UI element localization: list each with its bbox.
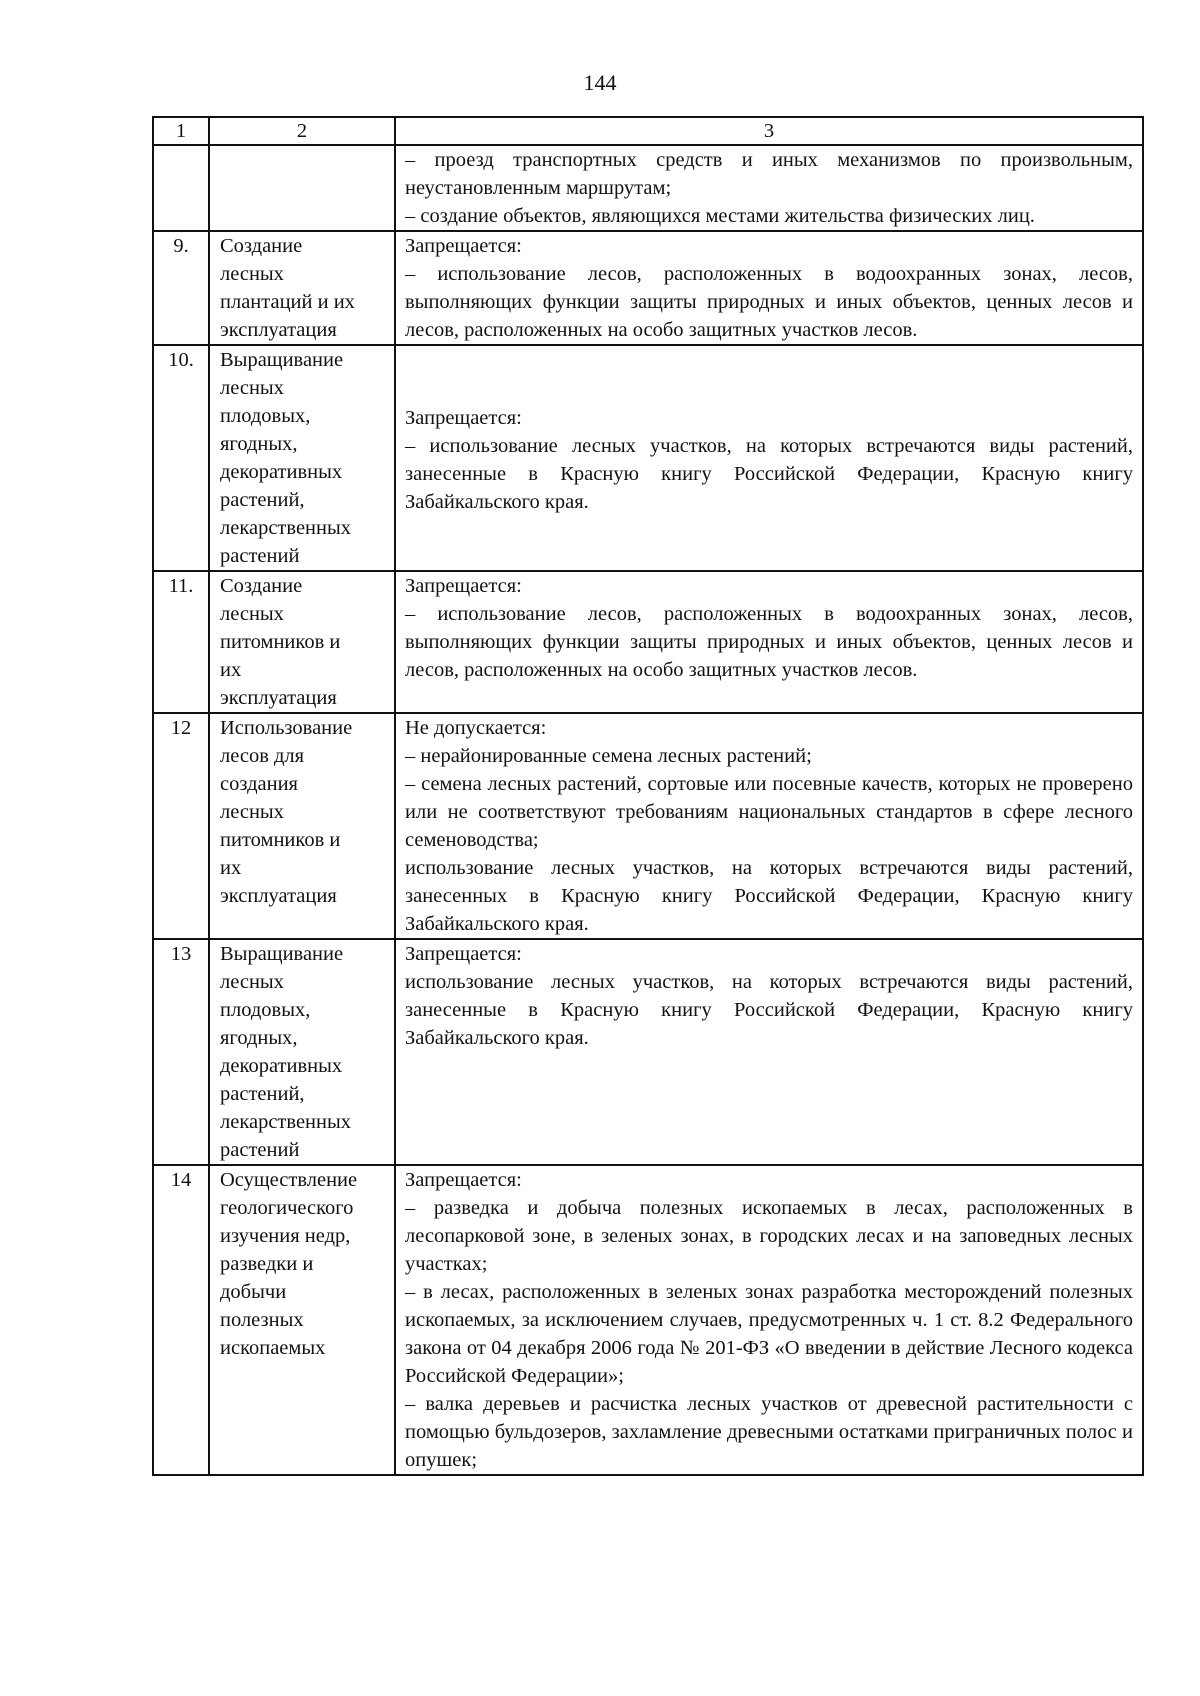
activity-name-line: изучения недр, [220,1225,351,1247]
activity-name-line: питомников и [220,631,341,653]
activity-name-line: растений, [220,489,305,511]
restriction-text-cell [395,231,1143,345]
restriction-text-cell [395,345,1143,571]
activity-name-cell [209,713,395,939]
activity-name-line: растений [220,545,300,567]
activity-name-line: декоративных [220,461,343,483]
row-number-cell: 13 [153,939,209,1165]
regulations-table [152,116,1144,1476]
page-number: 144 [583,70,617,95]
restriction-paragraph: – использование лесов, расположенных в водоохранных зонах, лесов, выполняющих функции защиты природных и иных объектов, ценных лесов и лесов, расположенных на особо защитных участков лесов. [405,263,1133,341]
table-row [153,939,1143,1165]
table-row [153,231,1143,345]
activity-name-line: геологического [220,1197,354,1219]
table-header-row [153,117,1143,145]
restriction-paragraph: – использование лесных участков, на которых встречаются виды растений, занесенные в Красную книгу Российской Федерации, Красную книгу Забайкальского края. [405,435,1133,513]
activity-name-line: их [220,857,242,879]
activity-name-line: лесных [220,377,284,399]
activity-name-line: лекарственных [220,517,352,539]
restriction-paragraph: использование лесных участков, на которых встречаются виды растений, занесенных в Красную книгу Российской Федерации, Красную книгу Забайкальского края. [405,857,1133,935]
header-cell-3: 3 [395,117,1143,145]
activity-name-line: растений, [220,1083,305,1105]
activity-name-line: декоративных [220,1055,343,1077]
restriction-paragraph: Запрещается: [405,235,522,257]
activity-name-line: разведки и [220,1253,314,1275]
activity-name-cell [209,571,395,713]
activity-name-line: эксплуатация [220,319,337,341]
activity-name-line: ископаемых [220,1337,326,1359]
restriction-paragraph: – использование лесов, расположенных в водоохранных зонах, лесов, выполняющих функции защиты природных и иных объектов, ценных лесов и лесов, расположенных на особо защитных участков лесов. [405,603,1133,681]
row-number-cell: 11. [153,571,209,713]
activity-name-line: Выращивание [220,943,344,965]
activity-name-line: Создание [220,235,303,257]
row-number-cell: 14 [153,1165,209,1475]
table-row [153,145,1143,231]
activity-name-line: лесов для [220,745,305,767]
activity-name-line: добычи [220,1281,287,1303]
activity-name-line: плодовых, [220,405,311,427]
row-number-cell [153,145,209,231]
activity-name-line: эксплуатация [220,885,337,907]
activity-name-cell [209,1165,395,1475]
activity-name-line: лесных [220,603,284,625]
activity-name-line: Создание [220,575,303,597]
restriction-paragraph: использование лесных участков, на которых встречаются виды растений, занесенные в Красную книгу Российской Федерации, Красную книгу Забайкальского края. [405,971,1133,1049]
restriction-text-cell [395,939,1143,1165]
activity-name-line: полезных [220,1309,304,1331]
activity-name-line: лекарственных [220,1111,352,1133]
activity-name-line: растений [220,1139,300,1161]
restriction-paragraph: Запрещается: [405,575,522,597]
activity-name-cell [209,145,395,231]
activity-name-line: плодовых, [220,999,311,1021]
activity-name-cell [209,345,395,571]
table-row [153,1165,1143,1475]
activity-name-line: создания [220,773,298,795]
header-cell-1: 1 [153,117,209,145]
restriction-paragraph: – проезд транспортных средств и иных механизмов по произвольным, неустановленным маршрутам; [405,149,1133,199]
activity-name-line: эксплуатация [220,687,337,709]
activity-name-line: их [220,659,242,681]
activity-name-line: лесных [220,801,284,823]
restriction-text-cell [395,571,1143,713]
activity-name-line: Осуществление [220,1169,358,1191]
table-body [153,117,1143,1475]
activity-name-line: ягодных, [220,1027,298,1049]
activity-name-cell [209,231,395,345]
row-number-cell: 10. [153,345,209,571]
row-number-cell: 12 [153,713,209,939]
restriction-paragraph: – создание объектов, являющихся местами жительства физических лиц. [405,205,1035,227]
restriction-paragraph: Не допускается: [405,717,547,739]
activity-name-line: Использование [220,717,353,739]
table-row [153,571,1143,713]
activity-name-line: лесных [220,971,284,993]
restriction-text-cell [395,1165,1143,1475]
restriction-paragraph: Запрещается: [405,943,522,965]
table-row [153,345,1143,571]
activity-name-cell [209,939,395,1165]
table-row [153,713,1143,939]
restriction-text-cell [395,145,1143,231]
restriction-paragraph: – в лесах, расположенных в зеленых зонах разработка месторождений полезных ископаемых, за исключением случаев, предусмотренных ч. 1 ст. 8.2 Федерального закона от 04 декабря 2006 года № 201-ФЗ «О введении в действие Лесного кодекса Российской Федерации»; [405,1281,1133,1387]
restriction-paragraph: – семена лесных растений, сортовые или посевные качеств, которых не проверено или не соответствуют требованиям национальных стандартов в сфере лесного семеноводства; [405,773,1133,851]
activity-name-line: лесных [220,263,284,285]
restriction-paragraph: Запрещается: [405,1169,522,1191]
activity-name-line: Выращивание [220,349,344,371]
restriction-paragraph: – разведка и добыча полезных ископаемых в лесах, расположенных в лесопарковой зоне, в зеленых зонах, в городских лесах и на заповедных лесных участках; [405,1197,1133,1275]
activity-name-line: питомников и [220,829,341,851]
row-number-cell: 9. [153,231,209,345]
header-cell-2: 2 [209,117,395,145]
activity-name-line: ягодных, [220,433,298,455]
activity-name-line: плантаций и их [220,291,355,313]
restriction-text-cell [395,713,1143,939]
restriction-paragraph: – валка деревьев и расчистка лесных участков от древесной растительности с помощью бульдозеров, захламление древесными остатками приграничных полос и опушек; [405,1393,1133,1471]
restriction-paragraph: Запрещается: [405,407,522,429]
restriction-paragraph: – нерайонированные семена лесных растений; [405,745,812,767]
